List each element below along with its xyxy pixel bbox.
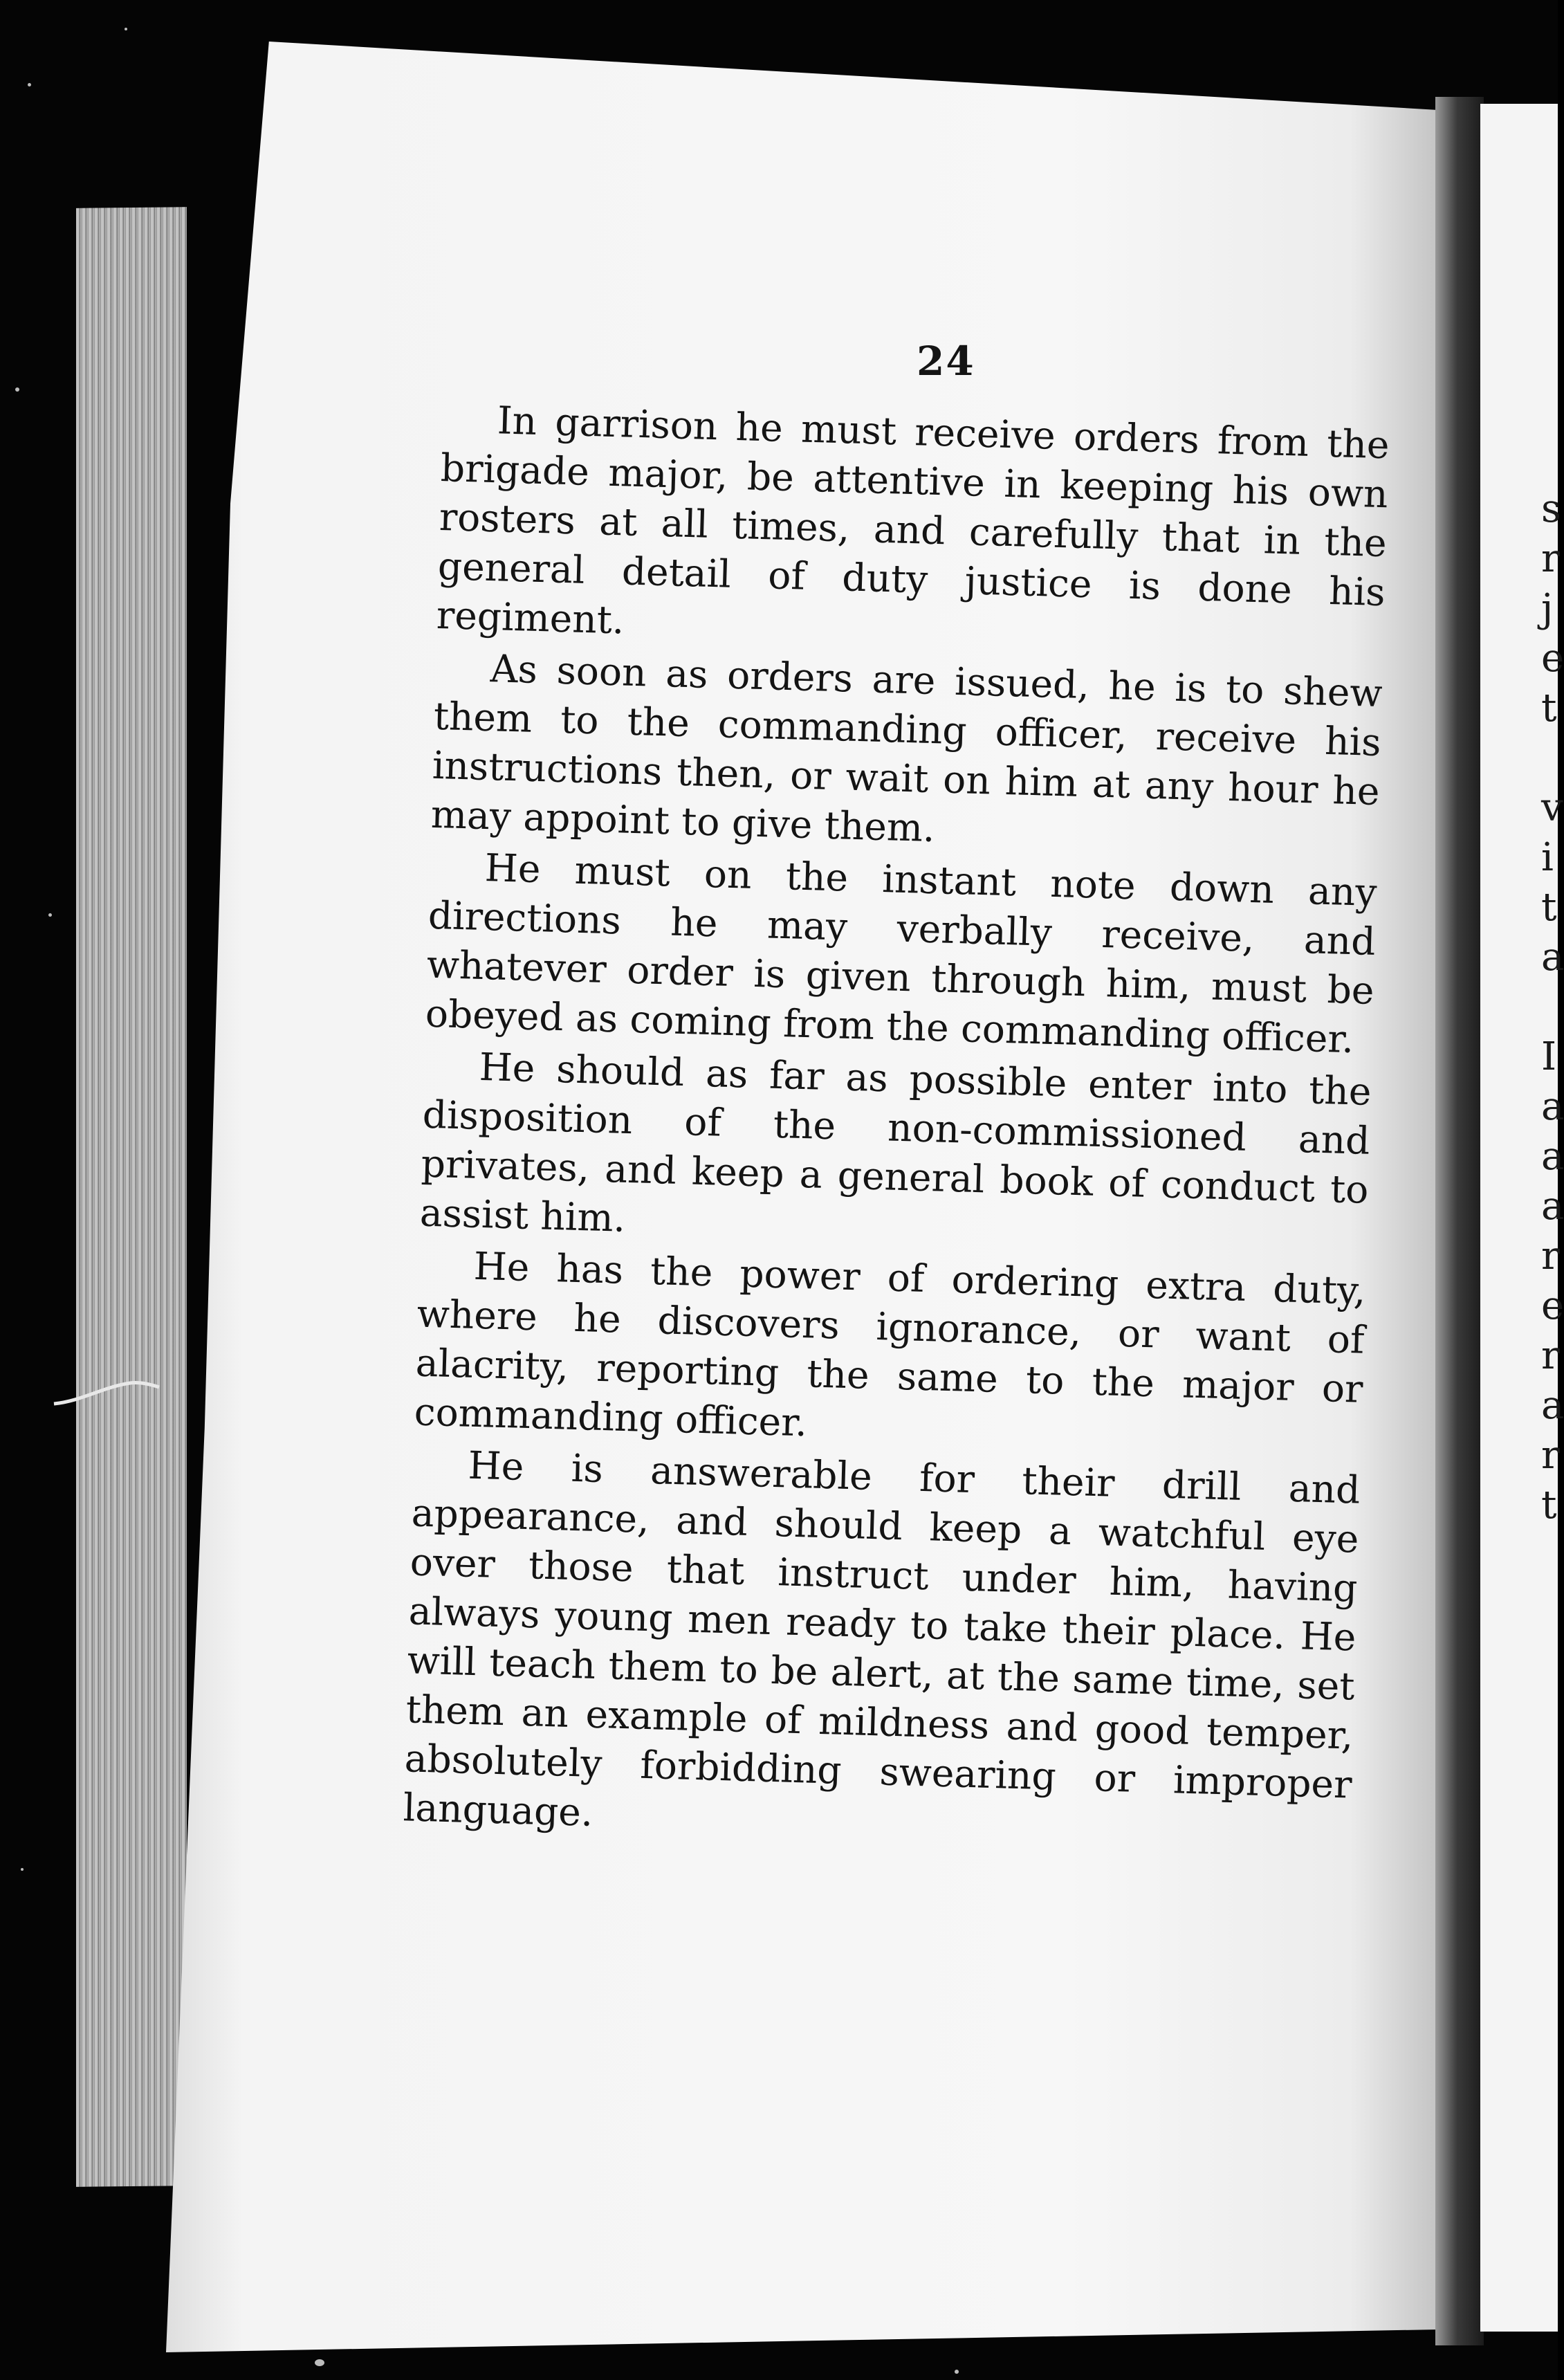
scan-speck (315, 2359, 324, 2366)
facing-page-letter: i (1541, 835, 1554, 880)
paper-tear-mark (54, 1373, 165, 1415)
page-edges (76, 207, 187, 2187)
facing-page-letter (1541, 733, 1564, 783)
facing-page-letter: a (1541, 1184, 1564, 1229)
page-number: 24 (917, 338, 975, 385)
page-body (403, 394, 1390, 1861)
facing-page-letter: t (1541, 1483, 1557, 1528)
facing-page-letter: r (1541, 536, 1560, 581)
scan-speck (15, 387, 19, 392)
facing-page-letter: a (1541, 1383, 1564, 1428)
paragraph: In garrison he must receive orders from the brigade major, be attentive in keeping his own rosters at all times, and carefully that in the general detail of duty justice is done his regiment. (436, 398, 1390, 643)
paragraph: As soon as orders are issued, he is to shew them to the commanding officer, receive his instructions then, or wait on him at any hour he may appoint to give them. (430, 646, 1383, 851)
facing-page-letter: I (1541, 1034, 1557, 1079)
paragraph: He has the power of ordering extra duty, where he discovers ignorance, or want of alacrity, reporting the same to the major or commanding officer. (414, 1243, 1367, 1445)
facing-page-letter: a (1541, 1134, 1564, 1179)
facing-page-letter: r (1541, 1433, 1560, 1478)
scan-speck (48, 913, 52, 917)
facing-page-letter (1541, 982, 1564, 1032)
paragraph: He must on the instant note down any directions he may verbally receive, and whatever order is given through him, must be obeyed as coming from the commanding officer. (425, 845, 1378, 1062)
facing-page-letter: a (1541, 1084, 1564, 1129)
scan-speck (28, 83, 31, 86)
facing-page-letter: a (1541, 935, 1564, 980)
scan-speck (21, 1868, 24, 1871)
paragraph: He is answerable for their drill and appearance, and should keep a watchful eye over those that instruct under him, having always young men ready to take their place. He will teach them to be alert, at the same time, set them an example of mildness and good temper, absolutely forbidding swearing or improper language. (403, 1443, 1361, 1835)
scan-speck (125, 28, 127, 30)
facing-page-letter: e (1541, 636, 1564, 681)
book-gutter (1435, 97, 1484, 2345)
facing-page-letter: r (1541, 1234, 1560, 1279)
facing-page-letter: j (1541, 586, 1554, 631)
scan-speck (955, 2370, 959, 2374)
facing-page-letter: t (1541, 686, 1557, 731)
paragraph: He should as far as possible enter into the disposition of the non-commissioned and privates, and keep a general book of conduct to assist him. (419, 1044, 1372, 1241)
facing-page-letter: r (1541, 1333, 1560, 1378)
facing-page-letter: t (1541, 885, 1557, 930)
facing-page-letter: e (1541, 1283, 1564, 1328)
facing-page-edge-text (1541, 484, 1564, 1530)
facing-page-letter: v (1541, 785, 1563, 830)
facing-page-letter: s (1541, 486, 1561, 531)
